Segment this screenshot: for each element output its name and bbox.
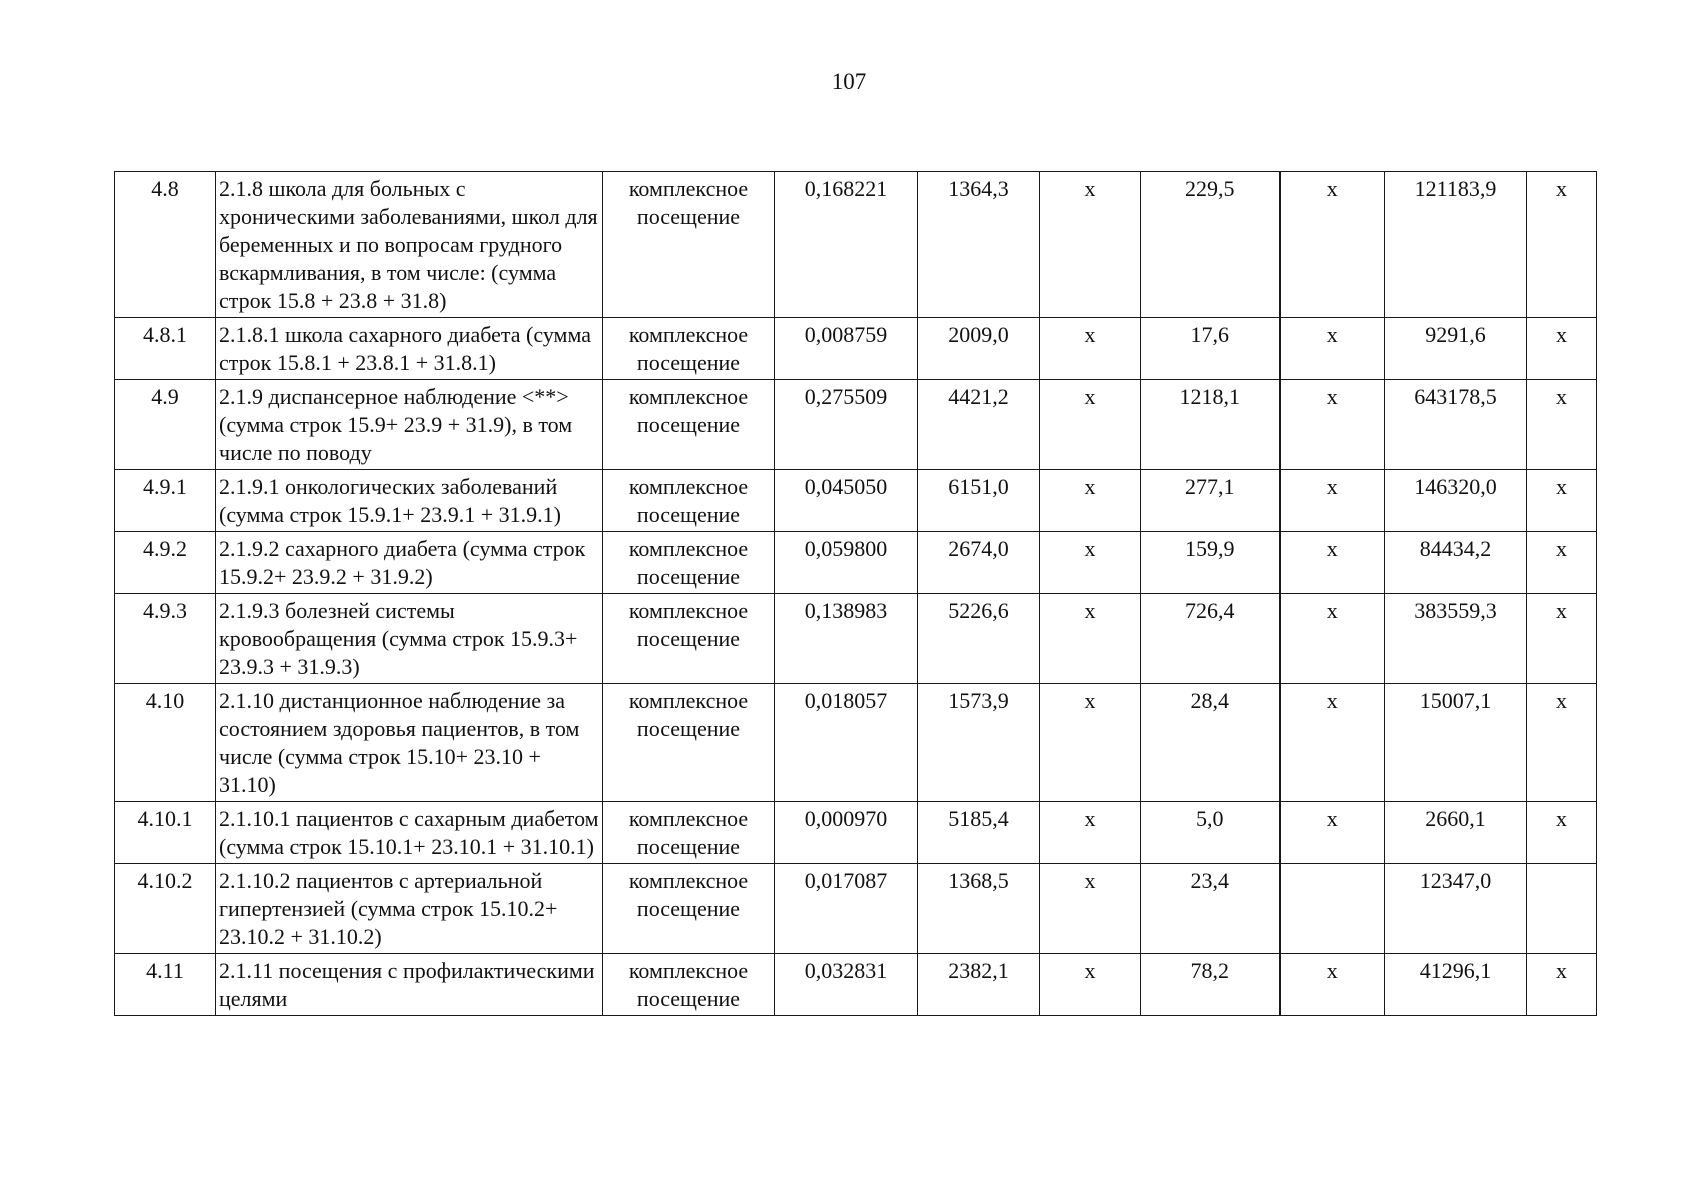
cell-col7: 5,0	[1141, 802, 1280, 864]
cell-col10: х	[1527, 594, 1597, 684]
table-row	[115, 532, 1597, 594]
cell-col7: 159,9	[1141, 532, 1280, 594]
unit-of-measure: комплексное посещение	[603, 954, 775, 1016]
data-table	[114, 171, 1597, 1016]
cell-col10: х	[1527, 470, 1597, 532]
row-number: 4.8	[115, 172, 216, 318]
cell-col8: х	[1280, 172, 1385, 318]
unit-cost: 5226,6	[918, 594, 1040, 684]
row-description: 2.1.8 школа для больных с хроническими заболеваниями, школ для беременных и по вопросам грудного вскармливания, в том числе: (сумма строк 15.8 + 23.8 + 31.8)	[216, 172, 603, 318]
unit-of-measure: комплексное посещение	[603, 684, 775, 802]
volume-norm: 0,168221	[775, 172, 918, 318]
cell-col7: 1218,1	[1141, 380, 1280, 470]
cell-col6: х	[1040, 318, 1141, 380]
cell-col7: 277,1	[1141, 470, 1280, 532]
row-number: 4.9.2	[115, 532, 216, 594]
cell-col10	[1527, 864, 1597, 954]
unit-cost: 2674,0	[918, 532, 1040, 594]
cell-col10: х	[1527, 318, 1597, 380]
cell-col7: 726,4	[1141, 594, 1280, 684]
cell-col9: 12347,0	[1385, 864, 1527, 954]
table-body	[115, 172, 1597, 1016]
row-number: 4.10	[115, 684, 216, 802]
cell-col7: 78,2	[1141, 954, 1280, 1016]
row-description: 2.1.10 дистанционное наблюдение за состоянием здоровья пациентов, в том числе (сумма строк 15.10+ 23.10 + 31.10)	[216, 684, 603, 802]
cell-col9: 84434,2	[1385, 532, 1527, 594]
cell-col6: х	[1040, 954, 1141, 1016]
cell-col8: х	[1280, 594, 1385, 684]
cell-col6: х	[1040, 802, 1141, 864]
volume-norm: 0,008759	[775, 318, 918, 380]
cell-col10: х	[1527, 532, 1597, 594]
unit-of-measure: комплексное посещение	[603, 172, 775, 318]
table-row	[115, 684, 1597, 802]
cell-col8: х	[1280, 470, 1385, 532]
row-number: 4.11	[115, 954, 216, 1016]
cell-col7: 17,6	[1141, 318, 1280, 380]
cell-col6: х	[1040, 864, 1141, 954]
table-row	[115, 380, 1597, 470]
unit-cost: 2382,1	[918, 954, 1040, 1016]
table-row	[115, 470, 1597, 532]
cell-col10: х	[1527, 172, 1597, 318]
unit-of-measure: комплексное посещение	[603, 594, 775, 684]
table-row	[115, 594, 1597, 684]
row-number: 4.9.1	[115, 470, 216, 532]
cell-col6: х	[1040, 470, 1141, 532]
unit-cost: 1364,3	[918, 172, 1040, 318]
volume-norm: 0,018057	[775, 684, 918, 802]
cell-col10: х	[1527, 684, 1597, 802]
cell-col9: 121183,9	[1385, 172, 1527, 318]
cell-col9: 41296,1	[1385, 954, 1527, 1016]
cell-col7: 229,5	[1141, 172, 1280, 318]
cell-col8: х	[1280, 532, 1385, 594]
unit-of-measure: комплексное посещение	[603, 802, 775, 864]
cell-col8: х	[1280, 684, 1385, 802]
cell-col7: 23,4	[1141, 864, 1280, 954]
cell-col6: х	[1040, 594, 1141, 684]
unit-cost: 5185,4	[918, 802, 1040, 864]
unit-cost: 1368,5	[918, 864, 1040, 954]
row-description: 2.1.9 диспансерное наблюдение <**> (сумма строк 15.9+ 23.9 + 31.9), в том числе по поводу	[216, 380, 603, 470]
cell-col6: х	[1040, 684, 1141, 802]
cell-col8: х	[1280, 380, 1385, 470]
unit-of-measure: комплексное посещение	[603, 532, 775, 594]
row-description: 2.1.9.2 сахарного диабета (сумма строк 15.9.2+ 23.9.2 + 31.9.2)	[216, 532, 603, 594]
unit-cost: 1573,9	[918, 684, 1040, 802]
cell-col9: 643178,5	[1385, 380, 1527, 470]
cell-col10: х	[1527, 802, 1597, 864]
volume-norm: 0,032831	[775, 954, 918, 1016]
volume-norm: 0,059800	[775, 532, 918, 594]
row-description: 2.1.10.1 пациентов с сахарным диабетом (сумма строк 15.10.1+ 23.10.1 + 31.10.1)	[216, 802, 603, 864]
unit-of-measure: комплексное посещение	[603, 470, 775, 532]
row-description: 2.1.9.1 онкологических заболеваний (сумма строк 15.9.1+ 23.9.1 + 31.9.1)	[216, 470, 603, 532]
unit-of-measure: комплексное посещение	[603, 864, 775, 954]
unit-cost: 6151,0	[918, 470, 1040, 532]
row-number: 4.8.1	[115, 318, 216, 380]
cell-col9: 15007,1	[1385, 684, 1527, 802]
unit-cost: 4421,2	[918, 380, 1040, 470]
volume-norm: 0,000970	[775, 802, 918, 864]
unit-of-measure: комплексное посещение	[603, 318, 775, 380]
cell-col10: х	[1527, 380, 1597, 470]
row-description: 2.1.9.3 болезней системы кровообращения (сумма строк 15.9.3+ 23.9.3 + 31.9.3)	[216, 594, 603, 684]
cell-col6: х	[1040, 380, 1141, 470]
unit-cost: 2009,0	[918, 318, 1040, 380]
cell-col9: 2660,1	[1385, 802, 1527, 864]
cell-col8: х	[1280, 954, 1385, 1016]
cell-col7: 28,4	[1141, 684, 1280, 802]
cell-col8	[1280, 864, 1385, 954]
volume-norm: 0,138983	[775, 594, 918, 684]
cell-col9: 383559,3	[1385, 594, 1527, 684]
cell-col9: 9291,6	[1385, 318, 1527, 380]
cell-col6: х	[1040, 532, 1141, 594]
cell-col9: 146320,0	[1385, 470, 1527, 532]
cell-col8: х	[1280, 318, 1385, 380]
row-number: 4.10.2	[115, 864, 216, 954]
table-row	[115, 954, 1597, 1016]
cell-col8: х	[1280, 802, 1385, 864]
row-number: 4.9.3	[115, 594, 216, 684]
volume-norm: 0,275509	[775, 380, 918, 470]
volume-norm: 0,045050	[775, 470, 918, 532]
table-row	[115, 318, 1597, 380]
row-description: 2.1.8.1 школа сахарного диабета (сумма строк 15.8.1 + 23.8.1 + 31.8.1)	[216, 318, 603, 380]
table-row	[115, 864, 1597, 954]
table-row	[115, 802, 1597, 864]
volume-norm: 0,017087	[775, 864, 918, 954]
row-description: 2.1.11 посещения с профилактическими целями	[216, 954, 603, 1016]
table-row	[115, 172, 1597, 318]
unit-of-measure: комплексное посещение	[603, 380, 775, 470]
row-number: 4.9	[115, 380, 216, 470]
cell-col10: х	[1527, 954, 1597, 1016]
row-description: 2.1.10.2 пациентов с артериальной гипертензией (сумма строк 15.10.2+ 23.10.2 + 31.10.2)	[216, 864, 603, 954]
cell-col6: х	[1040, 172, 1141, 318]
page-number: 107	[831, 69, 867, 94]
row-number: 4.10.1	[115, 802, 216, 864]
